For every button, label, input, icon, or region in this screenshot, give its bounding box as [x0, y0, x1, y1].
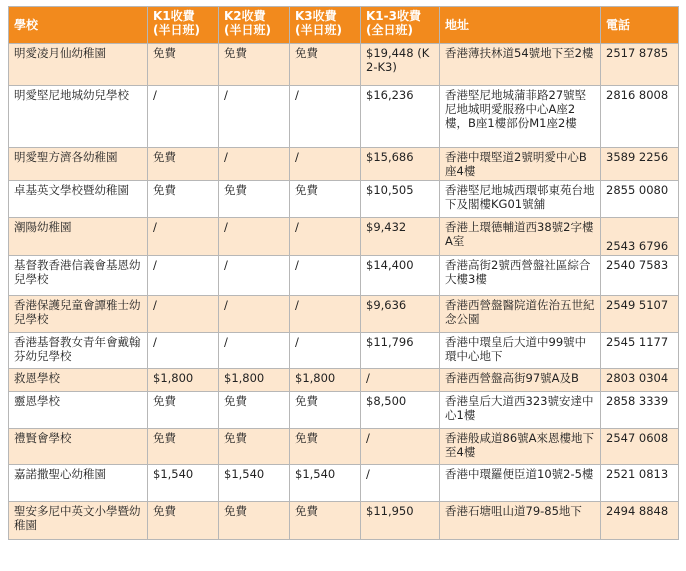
header-label: 地址 — [445, 18, 470, 32]
school-name-cell: 香港保護兒童會譚雅士幼兒學校 — [9, 296, 148, 333]
k1-fee-cell: / — [148, 86, 219, 148]
fees-table-container — [8, 6, 678, 540]
phone-cell: 2521 0813 — [601, 465, 679, 502]
table-row — [9, 333, 679, 369]
table-body — [9, 44, 679, 540]
phone-cell: 2545 1177 — [601, 333, 679, 369]
full-day-fee-cell: $9,636 — [361, 296, 440, 333]
address-cell: 香港西營盤醫院道佐治五世紀念公園 — [440, 296, 601, 333]
full-day-fee-cell: $11,796 — [361, 333, 440, 369]
k2-fee-cell: / — [219, 296, 290, 333]
school-name-cell: 聖安多尼中英文小學暨幼稚園 — [9, 502, 148, 540]
k3-fee-cell: 免費 — [290, 392, 361, 429]
header-label: (半日班) — [295, 23, 342, 37]
header-label: 學校 — [14, 18, 39, 32]
table-row — [9, 502, 679, 540]
k1-fee-cell: 免費 — [148, 392, 219, 429]
header-row — [9, 7, 679, 44]
k3-fee-cell: / — [290, 296, 361, 333]
school-name-cell: 禮賢會學校 — [9, 429, 148, 465]
k1-fee-cell: $1,540 — [148, 465, 219, 502]
school-name-cell: 香港基督教女青年會戴翰芬幼兒學校 — [9, 333, 148, 369]
full-day-fee-cell: / — [361, 429, 440, 465]
table-row — [9, 86, 679, 148]
full-day-fee-cell: $19,448 (K2-K3) — [361, 44, 440, 86]
phone-cell: 2517 8785 — [601, 44, 679, 86]
table-row — [9, 296, 679, 333]
k2-fee-cell: 免費 — [219, 392, 290, 429]
k3-fee-cell: / — [290, 86, 361, 148]
school-name-cell: 潮陽幼稚園 — [9, 218, 148, 256]
phone-cell: 2858 3339 — [601, 392, 679, 429]
full-day-fee-cell: $8,500 — [361, 392, 440, 429]
header-k2-fee — [219, 7, 290, 44]
header-label: 電話 — [606, 18, 631, 32]
table-row — [9, 44, 679, 86]
full-day-fee-cell: $11,950 — [361, 502, 440, 540]
k3-fee-cell: / — [290, 256, 361, 296]
full-day-fee-cell: $10,505 — [361, 181, 440, 218]
header-label: K3收費 — [295, 9, 337, 23]
table-row — [9, 218, 679, 256]
school-name-cell: 明愛堅尼地城幼兒學校 — [9, 86, 148, 148]
table-row — [9, 465, 679, 502]
full-day-fee-cell: / — [361, 369, 440, 392]
k3-fee-cell: / — [290, 218, 361, 256]
header-phone — [601, 7, 679, 44]
header-label: (半日班) — [153, 23, 200, 37]
table-row — [9, 256, 679, 296]
k2-fee-cell: 免費 — [219, 181, 290, 218]
k1-fee-cell: 免費 — [148, 429, 219, 465]
table-header — [9, 7, 679, 44]
address-cell: 香港皇后大道西323號安達中心1樓 — [440, 392, 601, 429]
address-cell: 香港中環皇后大道中99號中環中心地下 — [440, 333, 601, 369]
header-address — [440, 7, 601, 44]
table-row — [9, 148, 679, 181]
school-name-cell: 卓基英文學校暨幼稚園 — [9, 181, 148, 218]
table-row — [9, 181, 679, 218]
header-full-day-fee — [361, 7, 440, 44]
k3-fee-cell: $1,800 — [290, 369, 361, 392]
k2-fee-cell: 免費 — [219, 44, 290, 86]
header-label: (全日班) — [366, 23, 413, 37]
table-row — [9, 392, 679, 429]
full-day-fee-cell: $14,400 — [361, 256, 440, 296]
phone-cell: 2549 5107 — [601, 296, 679, 333]
school-name-cell: 明愛聖方濟各幼稚園 — [9, 148, 148, 181]
k2-fee-cell: / — [219, 148, 290, 181]
phone-cell: 2803 0304 — [601, 369, 679, 392]
address-cell: 香港般咸道86號A來恩樓地下至4樓 — [440, 429, 601, 465]
school-name-cell: 嘉諾撒聖心幼稚園 — [9, 465, 148, 502]
k3-fee-cell: 免費 — [290, 502, 361, 540]
kindergarten-fees-table — [8, 6, 679, 540]
phone-cell: 2547 0608 — [601, 429, 679, 465]
k2-fee-cell: $1,540 — [219, 465, 290, 502]
table-row — [9, 429, 679, 465]
full-day-fee-cell: / — [361, 465, 440, 502]
header-k3-fee — [290, 7, 361, 44]
k1-fee-cell: 免費 — [148, 148, 219, 181]
k3-fee-cell: 免費 — [290, 44, 361, 86]
k1-fee-cell: $1,800 — [148, 369, 219, 392]
phone-cell: 3589 2256 — [601, 148, 679, 181]
header-school — [9, 7, 148, 44]
phone-cell: 2494 8848 — [601, 502, 679, 540]
k2-fee-cell: 免費 — [219, 502, 290, 540]
address-cell: 香港西營盤高街97號A及B — [440, 369, 601, 392]
table-row — [9, 369, 679, 392]
k1-fee-cell: / — [148, 333, 219, 369]
address-cell: 香港堅尼地城蒲菲路27號堅尼地城明愛服務中心A座2樓，B座1樓部份M1座2樓 — [440, 86, 601, 148]
full-day-fee-cell: $9,432 — [361, 218, 440, 256]
phone-cell: 2540 7583 — [601, 256, 679, 296]
address-cell: 香港中環羅便臣道10號2-5樓 — [440, 465, 601, 502]
full-day-fee-cell: $16,236 — [361, 86, 440, 148]
school-name-cell: 救恩學校 — [9, 369, 148, 392]
school-name-cell: 基督教香港信義會基恩幼兒學校 — [9, 256, 148, 296]
header-label: K1-3收費 — [366, 9, 421, 23]
k3-fee-cell: / — [290, 333, 361, 369]
k1-fee-cell: / — [148, 296, 219, 333]
k2-fee-cell: / — [219, 256, 290, 296]
k3-fee-cell: $1,540 — [290, 465, 361, 502]
header-label: K2收費 — [224, 9, 266, 23]
header-k1-fee — [148, 7, 219, 44]
address-cell: 香港石塘咀山道79-85地下 — [440, 502, 601, 540]
k2-fee-cell: / — [219, 218, 290, 256]
k1-fee-cell: / — [148, 218, 219, 256]
address-cell: 香港上環德輔道西38號2字樓A室 — [440, 218, 601, 256]
phone-cell: 2816 8008 — [601, 86, 679, 148]
k3-fee-cell: 免費 — [290, 181, 361, 218]
full-day-fee-cell: $15,686 — [361, 148, 440, 181]
k2-fee-cell: / — [219, 86, 290, 148]
address-cell: 香港堅尼地城西環邨東苑台地下及閣樓KG01號舖 — [440, 181, 601, 218]
k1-fee-cell: 免費 — [148, 44, 219, 86]
k3-fee-cell: / — [290, 148, 361, 181]
address-cell: 香港中環堅道2號明愛中心B座4樓 — [440, 148, 601, 181]
header-label: (半日班) — [224, 23, 271, 37]
address-cell: 香港薄扶林道54號地下至2樓 — [440, 44, 601, 86]
k3-fee-cell: 免費 — [290, 429, 361, 465]
k1-fee-cell: 免費 — [148, 181, 219, 218]
phone-cell: 2855 0080 — [601, 181, 679, 218]
school-name-cell: 靈恩學校 — [9, 392, 148, 429]
k2-fee-cell: / — [219, 333, 290, 369]
phone-cell: 2543 6796 — [601, 218, 679, 256]
k1-fee-cell: 免費 — [148, 502, 219, 540]
school-name-cell: 明愛凌月仙幼稚園 — [9, 44, 148, 86]
k1-fee-cell: / — [148, 256, 219, 296]
address-cell: 香港高街2號西營盤社區綜合大樓3樓 — [440, 256, 601, 296]
k2-fee-cell: $1,800 — [219, 369, 290, 392]
k2-fee-cell: 免費 — [219, 429, 290, 465]
header-label: K1收費 — [153, 9, 195, 23]
